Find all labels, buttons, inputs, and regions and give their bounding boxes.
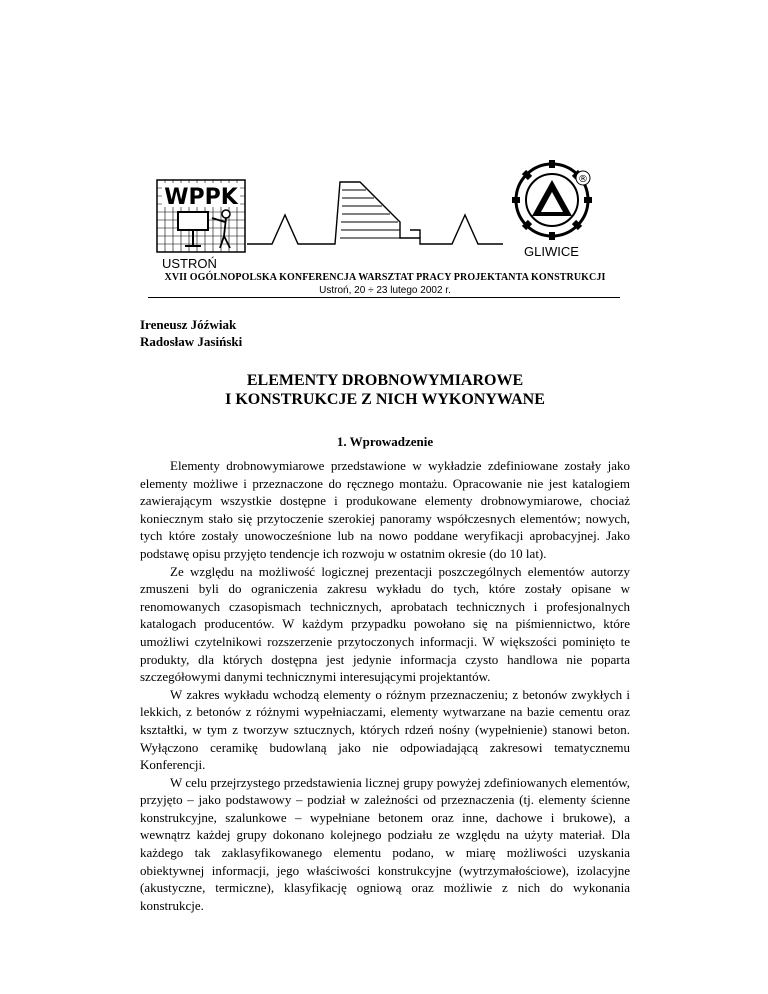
paper-title [140,371,630,409]
paragraph: Ze względu na możliwość logicznej prezentacji poszczególnych elementów autorzy zmuszeni byli do ograniczenia zakresu wykładu do tych, które zostały opisane w renomowanych czasopismach technicznych, aprobatach technicznych i profesjonalnych katalogach producentów. W każdym przypadku powołano się na piśmiennictwo, które umożliwi czytelnikowi rozszerzenie przytoczonych informacji. W większości pominięto te produkty, dla których dostępna jest jedynie informacja czysto handlowa nie poparta szczegółowymi danymi technicznymi interesującymi projektantów. [140,563,630,685]
header-divider [148,297,620,298]
authors [140,316,242,350]
conference-title: XVII OGÓLNOPOLSKA KONFERENCJA WARSZTAT PRACY PROJEKTANTA KONSTRUKCJI [164,272,606,283]
center-motif [247,182,503,244]
logos-graphic [0,0,768,280]
paragraph: Elementy drobnowymiarowe przedstawione w wykładzie zdefiniowane zostały jako elementy możliwe i przeznaczone do ręcznego montażu. Opracowanie nie jest katalogiem zawierającym wszystkie dostępne i produkowane elementy drobnowymiarowe, chociaż koniecznym stało się przytoczenie szerokiej panoramy współczesnych elementów; nowych, tych które zostały unowocześnione lub na nowo poddane weryfikacji aprobacyjnej. Jako podstawę opisu przyjęto tendencje ich rozwoju w ostatnim okresie (do 10 lat). [140,458,630,561]
section-heading: 1. Wprowadzenie [336,434,434,449]
body-text [140,457,630,914]
wppk-logo [157,180,245,252]
gliwice-logo [512,160,592,240]
paragraph: W celu przejrzystego przedstawienia licznej grupy powyżej zdefiniowanych elementów, przyjęto – jako podstawowy – podział w zależności od przeznaczenia (tj. elementy ścienne konstrukcyjne, szalunkowe – wypełniane betonem oraz inne, dachowe i brukowe), a wewnątrz każdej grupy dokonano kolejnego podziału ze względu na użyty materiał. Dla każdego tak zaklasyfikowanego elementu podano, w miarę możliwości uzyskania obiektywnej informacji, jego właściwości konstrukcyjne (wytrzymałościowe), izolacyjne (akustyczne, termiczne), klasyfikację ogniową oraz możliwie z nich do wykonania konstrukcje. [140,774,630,913]
paper-title-line: ELEMENTY DROBNOWYMIAROWE [246,372,524,389]
logo-caption-gliwice: GLIWICE [524,244,579,259]
author-name: Radosław Jasiński [140,334,243,349]
paper-title-line: I KONSTRUKCJE Z NICH WYKONYWANE [225,391,545,408]
logo-caption-ustron: USTROŃ [162,256,217,271]
registered-mark: ® [578,174,588,185]
header-logos [0,0,768,280]
paragraph: W zakres wykładu wchodzą elementy o różnym przeznaczeniu; z betonów zwykłych i lekkich, z betonów z różnymi wypełniaczami, elementy wytwarzane na bazie cementu oraz kształtki, w tym z tworzyw sztucznych, których rdzeń nośny (wypełnienie) stanowi beton. Wyłączono ceramikę budowlaną jako nie odpowiadającą zakresowi tematycznemu Konferencji. [140,686,630,773]
wppk-logo-text: WPPK [164,185,238,210]
conference-date: Ustroń, 20 ÷ 23 lutego 2002 r. [319,285,451,296]
author-name: Ireneusz Jóźwiak [140,317,237,332]
